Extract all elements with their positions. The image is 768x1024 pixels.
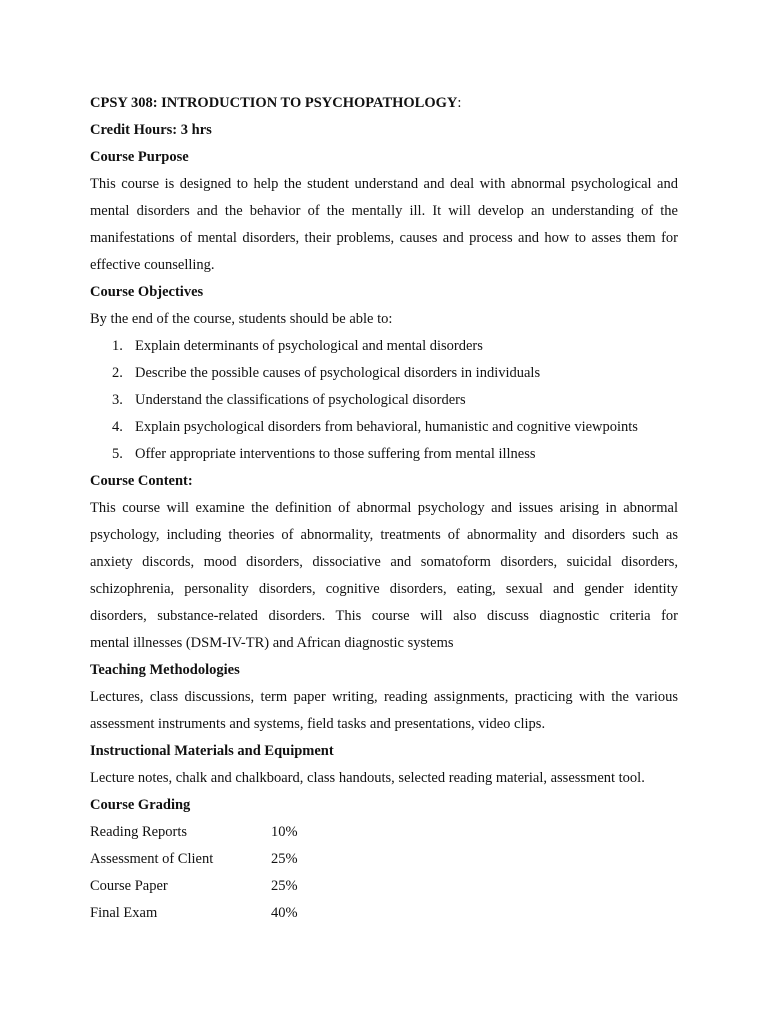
objective-item	[90, 360, 678, 387]
content-line: psychology, including theories of abnormality, treatments of abnormality and disorders such as	[90, 527, 678, 543]
objective-item	[90, 441, 678, 468]
objective-text: Describe the possible causes of psychological disorders in individuals	[135, 365, 541, 381]
objective-text: Explain psychological disorders from behavioral, humanistic and cognitive viewpoints	[135, 419, 638, 435]
objective-item	[90, 414, 678, 441]
teaching-heading: Teaching Methodologies	[90, 662, 240, 678]
content-line: schizophrenia, personality disorders, cognitive disorders, eating, sexual and gender identity	[90, 581, 678, 597]
course-title-colon: :	[457, 95, 462, 111]
grading-row	[90, 846, 678, 873]
materials-text: Lecture notes, chalk and chalkboard, class handouts, selected reading material, assessment tool.	[90, 770, 645, 786]
materials-heading: Instructional Materials and Equipment	[90, 743, 334, 759]
objectives-intro: By the end of the course, students should be able to:	[90, 311, 393, 327]
objective-text: Understand the classifications of psychological disorders	[135, 392, 466, 408]
objective-number: 4.	[112, 419, 123, 435]
course-title	[90, 90, 678, 117]
content-line: anxiety discords, mood disorders, dissociative and somatoform disorders, suicidal disorders,	[90, 554, 678, 570]
credit-hours: Credit Hours: 3 hrs	[90, 122, 212, 138]
objective-number: 3.	[112, 392, 123, 408]
objective-number: 2.	[112, 365, 123, 381]
objective-item	[90, 333, 678, 360]
purpose-line: mental disorders and the behavior of the mentally ill. It will develop an understanding of the	[90, 203, 678, 219]
grading-row	[90, 900, 678, 927]
content-line: This course will examine the definition of abnormal psychology and issues arising in abnormal	[90, 500, 678, 516]
grading-heading: Course Grading	[90, 797, 191, 813]
course-outline-page	[90, 90, 678, 927]
content-heading: Course Content:	[90, 473, 193, 489]
objective-text: Explain determinants of psychological and mental disorders	[135, 338, 483, 354]
objectives-heading: Course Objectives	[90, 284, 204, 300]
teaching-line: assessment instruments and systems, field tasks and presentations, video clips.	[90, 716, 546, 732]
content-line: mental illnesses (DSM-IV-TR) and African diagnostic systems	[90, 635, 454, 651]
grading-weight: 10%	[271, 824, 298, 840]
purpose-line: effective counselling.	[90, 257, 215, 273]
grading-row	[90, 819, 678, 846]
objective-number: 1.	[112, 338, 123, 354]
content-line: disorders, substance-related disorders. This course will also discuss diagnostic criteria for	[90, 608, 678, 624]
objective-item	[90, 387, 678, 414]
grading-item: Reading Reports	[90, 824, 188, 840]
objective-number: 5.	[112, 446, 123, 462]
grading-row	[90, 873, 678, 900]
grading-item: Final Exam	[90, 905, 158, 921]
purpose-line: This course is designed to help the student understand and deal with abnormal psychological and	[90, 176, 678, 192]
grading-weight: 25%	[271, 851, 298, 867]
grading-item: Course Paper	[90, 878, 168, 894]
objective-text: Offer appropriate interventions to those suffering from mental illness	[135, 446, 536, 462]
teaching-line: Lectures, class discussions, term paper writing, reading assignments, practicing with the various	[90, 689, 678, 705]
grading-weight: 40%	[271, 905, 298, 921]
purpose-heading: Course Purpose	[90, 149, 189, 165]
course-title-code: CPSY 308: INTRODUCTION TO PSYCHOPATHOLOGY	[90, 95, 458, 111]
grading-weight: 25%	[271, 878, 298, 894]
purpose-line: manifestations of mental disorders, their problems, causes and process and how to asses them for	[90, 230, 678, 246]
grading-item: Assessment of Client	[90, 851, 214, 867]
